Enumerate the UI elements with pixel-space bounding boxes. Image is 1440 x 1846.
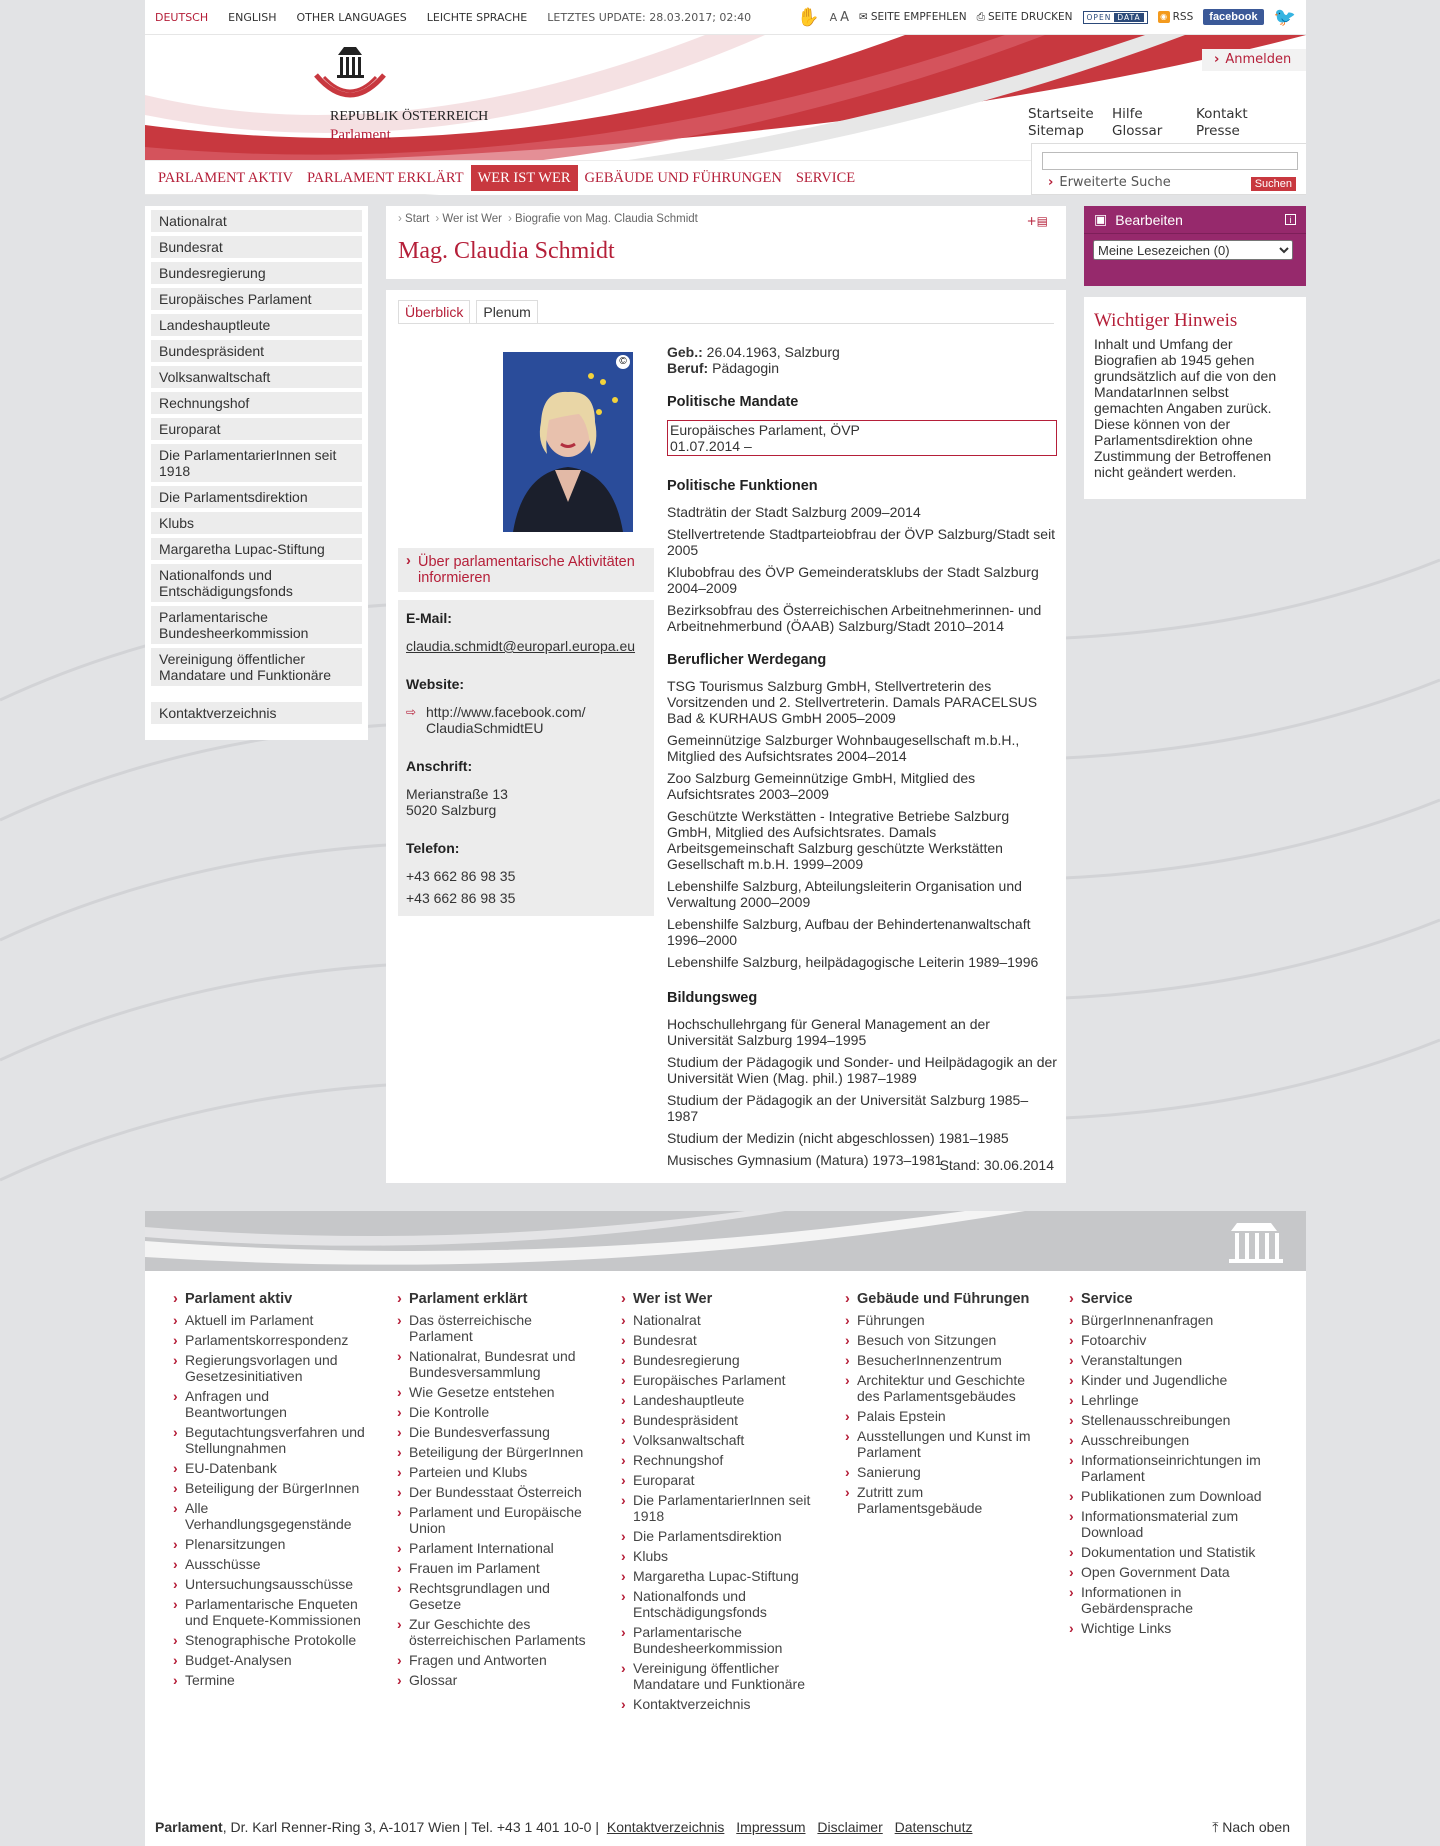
footer-link[interactable]: › Untersuchungsausschüsse [173,1576,373,1592]
footer-link[interactable]: › Palais Epstein [845,1408,1045,1424]
footer-link-disclaimer[interactable]: Disclaimer [817,1819,883,1835]
footer-link-kontaktverzeichnis[interactable]: Kontaktverzeichnis [606,1819,725,1835]
footer-link[interactable]: › Landeshauptleute [621,1392,821,1408]
footer-column-title[interactable]: › Wer ist Wer [621,1291,845,1307]
footer-link[interactable]: › Volksanwaltschaft [621,1432,821,1448]
footer-link[interactable]: › Parlamentarische Enqueten und Enquete-Kommissionen [173,1596,373,1628]
footer-link[interactable]: › Stenographische Protokolle [173,1632,373,1648]
list-item: Stellvertretende Stadtparteiobfrau der ÖVP Salzburg/Stadt seit 2005 [667,526,1056,558]
lang-leichte-sprache[interactable]: LEICHTE SPRACHE [426,10,528,24]
lang-english[interactable]: ENGLISH [228,10,277,24]
info-icon[interactable]: i [1285,214,1296,225]
bio-details [667,344,1057,1174]
bookmark-icon: ▣ [1094,211,1108,227]
footer-link[interactable]: › Informationen in Gebärdensprache [1069,1584,1269,1616]
nav-parlament-erklaert[interactable]: PARLAMENT ERKLÄRT [306,169,464,186]
footer-link[interactable]: › Fragen und Antworten [397,1652,597,1668]
footer-column [621,1291,845,1716]
footer-link[interactable]: › Die Bundesverfassung [397,1424,597,1440]
parliament-logo-icon [310,43,390,103]
footer-link[interactable]: › Kinder und Jugendliche [1069,1372,1269,1388]
sign-language-icon[interactable]: ✋ [797,6,820,28]
footer-link[interactable]: › Stellenausschreibungen [1069,1412,1269,1428]
list-item: Bezirksobfrau des Österreichischen Arbeitnehmerinnen- und Arbeitnehmerbund (ÖAAB) Salzburg/Stadt 2010–2014 [667,602,1042,634]
menu-item[interactable]: Bundespräsident [151,340,362,362]
footer-link[interactable]: › Frauen im Parlament [397,1560,597,1576]
edit-panel [1084,206,1306,286]
menu-item[interactable]: Bundesregierung [151,262,362,284]
footer-link[interactable]: › Bundespräsident [621,1412,821,1428]
website-link[interactable]: ⇨ http://www.facebook.com/ ClaudiaSchmidtEU [406,704,606,736]
phone-number: +43 662 86 98 35 [406,868,516,884]
status-date: Stand: 30.06.2014 [939,1157,1054,1173]
footer-link[interactable]: › Wichtige Links [1069,1620,1269,1636]
list-item: Klubobfrau des ÖVP Gemeinderatsklubs der Stadt Salzburg 2004–2009 [667,564,1039,596]
list-item: Musisches Gymnasium (Matura) 1973–1981 [667,1152,943,1168]
list-item: TSG Tourismus Salzburg GmbH, Stellvertreterin des Vorsitzenden und 2. Stellvertreterin. Damals PARACELSUS Bad & KURHAUS GmbH 2005–2009 [667,678,1038,726]
footer-link[interactable]: › Europäisches Parlament [621,1372,821,1388]
nav-service[interactable]: SERVICE [795,169,856,186]
section-heading: Politische Mandate [667,394,799,410]
menu-item[interactable]: Volksanwaltschaft [151,366,362,388]
footer-link[interactable]: › Veranstaltungen [1069,1352,1269,1368]
link-kontakt[interactable]: Kontakt [1196,106,1248,122]
email-link[interactable]: claudia.schmidt@europarl.europa.eu [406,638,636,654]
footer [145,1211,1306,1846]
contact-panel [398,548,654,916]
list-item: Gemeinnützige Salzburger Wohnbaugesellschaft m.b.H., Mitglied des Aufsichtsrates 2004–2014 [667,732,1020,764]
footer-link[interactable]: › Nationalrat, Bundesrat und Bundesversammlung [397,1348,597,1380]
footer-column [1069,1291,1293,1716]
footer-link[interactable]: › Beteiligung der BürgerInnen [173,1480,373,1496]
footer-column [397,1291,621,1716]
footer-link[interactable]: › Der Bundesstaat Österreich [397,1484,597,1500]
notice-box [1084,297,1306,499]
search-box [1031,143,1306,195]
section-heading: Beruflicher Werdegang [667,652,827,668]
footer-link[interactable]: › Sanierung [845,1464,1045,1480]
footer-link[interactable]: › Beteiligung der BürgerInnen [397,1444,597,1460]
born-label: Geb.: [667,344,703,360]
menu-item[interactable]: Bundesrat [151,236,362,258]
footer-link[interactable]: › Lehrlinge [1069,1392,1269,1408]
tab-ueberblick[interactable]: Überblick [398,300,470,323]
menu-item[interactable]: Die ParlamentarierInnen seit 1918 [151,444,362,482]
list-item: Zoo Salzburg Gemeinnützige GmbH, Mitglied des Aufsichtsrates 2003–2009 [667,770,976,802]
footer-link[interactable]: › Regierungsvorlagen und Gesetzesinitiativen [173,1352,373,1384]
footer-column [845,1291,1069,1716]
menu-item[interactable]: Landeshauptleute [151,314,362,336]
phone-number: +43 662 86 98 35 [406,890,516,906]
rss-icon: ◉ [1158,11,1170,23]
footer-link[interactable]: › Publikationen zum Download [1069,1488,1269,1504]
mail-icon: ✉ [859,11,868,23]
footer-link[interactable]: › Klubs [621,1548,821,1564]
arrow-up-icon: ⤒ [1212,1819,1219,1835]
footer-link[interactable]: › Führungen [845,1312,1045,1328]
list-item: Lebenshilfe Salzburg, heilpädagogische Leiterin 1989–1996 [667,954,1039,970]
copyright-icon[interactable]: © [616,355,630,369]
tab-bar [398,300,1054,324]
footer-link[interactable]: › Parlamentarische Bundesheerkommission [621,1624,821,1656]
list-item: Hochschullehrgang für General Management an der Universität Salzburg 1994–1995 [667,1016,990,1048]
bookmarks-select[interactable] [1093,240,1293,260]
footer-link[interactable]: › Nationalfonds und Entschädigungsfonds [621,1588,821,1620]
portrait-image [503,352,633,532]
login-button[interactable]: › Anmelden [1202,49,1306,71]
main-navigation [145,160,1031,194]
breadcrumb-item[interactable]: › Wer ist Wer [435,213,502,225]
nav-wer-ist-wer[interactable]: WER IST WER [471,165,578,191]
advanced-search-link[interactable]: › Erweiterte Suche [1048,175,1171,190]
footer-column [173,1291,397,1716]
footer-link[interactable]: › Zutritt zum Parlamentsgebäude [845,1484,1045,1516]
breadcrumb-item: › Biografie von Mag. Claudia Schmidt [508,213,698,225]
notice-text: Inhalt und Umfang der Biografien ab 1945 gehen grundsätzlich auf die von den MandatarInnen selbst gemachten Angaben zurück. Diese können von der Parlamentsdirektion ohne Zustimmung der Betroffenen nicht geändert werden. [1094,336,1277,480]
footer-link[interactable]: › Parlamentskorrespondenz [173,1332,373,1348]
footer-link[interactable]: › Anfragen und Beantwortungen [173,1388,373,1420]
activities-link[interactable]: › Über parlamentarische Aktivitäten informieren [398,548,654,592]
nav-parlament-aktiv[interactable]: PARLAMENT AKTIV [158,169,293,186]
footer-link[interactable]: › Die ParlamentarierInnen seit 1918 [621,1492,821,1524]
footer-link[interactable]: › Bundesrat [621,1332,821,1348]
footer-column-title[interactable]: › Gebäude und Führungen [845,1291,1069,1307]
footer-link-impressum[interactable]: Impressum [736,1819,806,1835]
list-item: Studium der Medizin (nicht abgeschlossen) 1981–1985 [667,1130,1009,1146]
left-menu [145,206,368,740]
edit-panel-header [1084,206,1306,234]
footer-link[interactable]: › Dokumentation und Statistik [1069,1544,1269,1560]
portrait-photo [503,352,633,532]
footer-link[interactable]: › Architektur und Geschichte des Parlamentsgebäudes [845,1372,1045,1404]
search-input[interactable] [1042,152,1298,170]
footer-column-title[interactable]: › Parlament aktiv [173,1291,397,1307]
site-logo[interactable]: REPUBLIK ÖSTERREICH Parlament [330,109,489,143]
menu-item[interactable]: Klubs [151,512,362,534]
menu-item[interactable]: Margaretha Lupac-Stiftung [151,538,362,560]
footer-link[interactable]: › Rechtsgrundlagen und Gesetze [397,1580,597,1612]
footer-column-title[interactable]: › Parlament erklärt [397,1291,621,1307]
menu-item[interactable]: Europäisches Parlament [151,288,362,310]
recommend-link[interactable]: ✉ SEITE EMPFEHLEN [859,11,967,23]
footer-link[interactable]: › EU-Datenbank [173,1460,373,1476]
print-link[interactable]: ⎙ SEITE DRUCKEN [976,10,1073,23]
footer-link[interactable]: › Die Parlamentsdirektion [621,1528,821,1544]
website-label: Website: [406,676,465,692]
footer-link[interactable]: › Informationsmaterial zum Download [1069,1508,1269,1540]
menu-item[interactable]: Rechnungshof [151,392,362,414]
facebook-link[interactable]: facebook [1203,9,1263,25]
footer-link[interactable]: › Begutachtungsverfahren und Stellungnahmen [173,1424,373,1456]
list-item: Studium der Pädagogik an der Universität Salzburg 1985–1987 [667,1092,1029,1124]
link-glossar[interactable]: Glossar [1112,123,1163,139]
menu-item[interactable]: Nationalfonds und Entschädigungsfonds [151,564,362,602]
footer-swoosh [145,1211,1306,1271]
footer-link-datenschutz[interactable]: Datenschutz [894,1819,973,1835]
lang-deutsch[interactable]: DEUTSCH [155,10,209,24]
font-size-toggle[interactable]: A A [829,9,850,25]
address-line: 5020 Salzburg [406,802,497,818]
address-label: Anschrift: [406,758,473,774]
footer-link[interactable]: › Nationalrat [621,1312,821,1328]
page-title-box [386,206,1066,279]
section-heading: Bildungsweg [667,990,758,1006]
address-line: Merianstraße 13 [406,786,508,802]
lang-other[interactable]: OTHER LANGUAGES [296,10,407,24]
biography-content [386,290,1066,1183]
contact-details [398,600,654,916]
service-links [1028,106,1260,139]
footer-link[interactable]: › BürgerInnenanfragen [1069,1312,1269,1328]
footer-link[interactable]: › Budget-Analysen [173,1652,373,1668]
footer-band [145,1211,1306,1271]
page-title: Mag. Claudia Schmidt [398,238,615,264]
footer-link[interactable]: › Kontaktverzeichnis [621,1696,821,1712]
back-to-top-link[interactable]: ⤒ Nach oben [1212,1819,1290,1835]
footer-link[interactable]: › Plenarsitzungen [173,1536,373,1552]
mandate-box: Europäisches Parlament, ÖVP 01.07.2014 – [667,420,1057,456]
list-item: Geschützte Werkstätten - Integrative Betriebe Salzburg GmbH, Mitglied des Aufsichtsrates. Damals Arbeitsgemeinschaft Salzburg geschützte Werkstätten Gesellschaft m.b.H. 1999–2009 [667,808,1010,872]
edit-title: Bearbeiten [1115,211,1183,228]
menu-item[interactable]: Europarat [151,418,362,440]
footer-link[interactable]: › Ausschreibungen [1069,1432,1269,1448]
footer-column-title[interactable]: › Service [1069,1291,1293,1307]
twitter-icon[interactable]: 🐦 [1273,6,1296,28]
link-startseite[interactable]: Startseite [1028,106,1094,122]
menu-item[interactable]: Nationalrat [151,210,362,232]
menu-item[interactable]: Die Parlamentsdirektion [151,486,362,508]
footer-link[interactable]: › Margaretha Lupac-Stiftung [621,1568,821,1584]
footer-link[interactable]: › Parteien und Klubs [397,1464,597,1480]
link-presse[interactable]: Presse [1196,123,1240,139]
footer-columns [173,1291,1293,1716]
last-update: LETZTES UPDATE: 28.03.2017; 02:40 [547,10,752,24]
job-value: Pädagogin [712,360,780,376]
footer-link[interactable]: › Fotoarchiv [1069,1332,1269,1348]
footer-link[interactable]: › Aktuell im Parlament [173,1312,373,1328]
footer-link[interactable]: › Besuch von Sitzungen [845,1332,1045,1348]
job-label: Beruf: [667,360,709,376]
footer-link[interactable]: › Glossar [397,1672,597,1688]
printer-icon: ⎙ [976,10,985,23]
footer-link[interactable]: › Informationseinrichtungen im Parlament [1069,1452,1269,1484]
link-hilfe[interactable]: Hilfe [1112,106,1143,122]
footer-link[interactable]: › Bundesregierung [621,1352,821,1368]
phone-label: Telefon: [406,840,460,856]
footer-link[interactable]: › Europarat [621,1472,821,1488]
menu-item[interactable]: Vereinigung öffentlicher Mandatare und Funktionäre [151,648,362,686]
list-item: Lebenshilfe Salzburg, Aufbau der Behindertenanwaltschaft 1996–2000 [667,916,1031,948]
open-data-badge[interactable]: OPEN DATA [1083,11,1148,24]
section-heading: Politische Funktionen [667,478,818,494]
notice-title: Wichtiger Hinweis [1094,310,1238,331]
footer-link[interactable]: › Zur Geschichte des österreichischen Parlaments [397,1616,597,1648]
menu-item[interactable]: Kontaktverzeichnis [151,702,362,724]
footer-link[interactable]: › Alle Verhandlungsgegenstände [173,1500,373,1532]
born-value: 26.04.1963, Salzburg [706,344,840,360]
footer-link[interactable]: › BesucherInnenzentrum [845,1352,1045,1368]
footer-link[interactable]: › Ausschüsse [173,1556,373,1572]
breadcrumb [398,213,698,225]
footer-link[interactable]: › Termine [173,1672,373,1688]
email-label: E-Mail: [406,610,452,626]
menu-item[interactable]: Parlamentarische Bundesheerkommission [151,606,362,644]
footer-address: Parlament, Dr. Karl Renner-Ring 3, A-1017 Wien | Tel. +43 1 401 10-0 | Kontaktverzeichnis Impressum Disclaimer Datenschutz [155,1819,973,1835]
list-item: Lebenshilfe Salzburg, Abteilungsleiterin Organisation und Verwaltung 2000–2009 [667,878,1022,910]
list-item: Studium der Pädagogik und Sonder- und Heilpädagogik an der Universität Wien (Mag. phil.) 1987–1989 [667,1054,1057,1086]
footer-link[interactable]: › Rechnungshof [621,1452,821,1468]
search-button[interactable]: Suchen [1251,177,1296,191]
breadcrumb-item[interactable]: › Start [398,213,429,225]
rss-link[interactable]: ◉ RSS [1158,11,1194,23]
nav-gebaeude-fuehrungen[interactable]: GEBÄUDE UND FÜHRUNGEN [584,169,782,186]
list-item: Stadträtin der Stadt Salzburg 2009–2014 [667,504,921,520]
footer-link[interactable]: › Die Kontrolle [397,1404,597,1420]
top-utility-bar [145,0,1306,35]
footer-link[interactable]: › Ausstellungen und Kunst im Parlament [845,1428,1045,1460]
add-bookmark-icon[interactable]: +▤ [1026,214,1048,228]
footer-link[interactable]: › Vereinigung öffentlicher Mandatare und Funktionäre [621,1660,821,1692]
footer-link[interactable]: › Parlament International [397,1540,597,1556]
footer-link[interactable]: › Wie Gesetze entstehen [397,1384,597,1400]
footer-link[interactable]: › Parlament und Europäische Union [397,1504,597,1536]
link-sitemap[interactable]: Sitemap [1028,123,1084,139]
footer-link[interactable]: › Open Government Data [1069,1564,1269,1580]
tab-plenum[interactable]: Plenum [476,300,537,323]
footer-link[interactable]: › Das österreichische Parlament [397,1312,597,1344]
